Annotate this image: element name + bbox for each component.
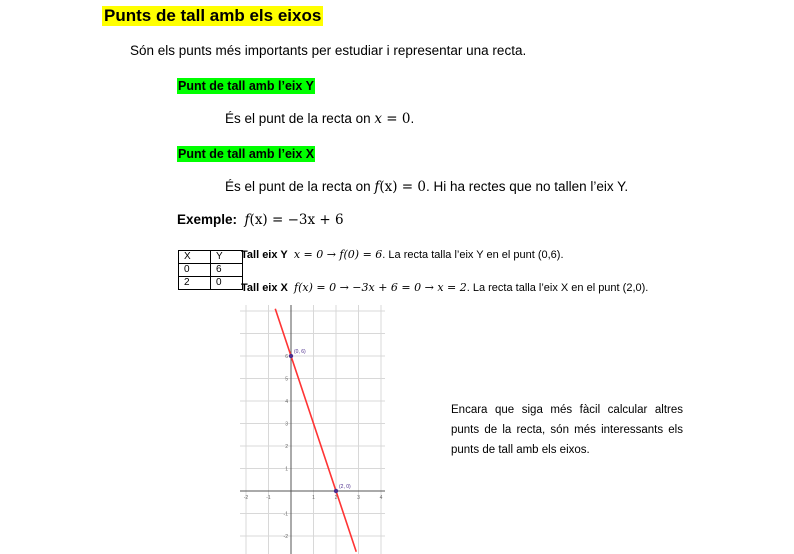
table-header: X (179, 251, 211, 264)
x-tick-label: -1 (266, 495, 271, 501)
example-rhs: = −3x + 6 (267, 212, 344, 228)
y-intercept-label: Tall eix Y (241, 249, 288, 261)
definition-y-intercept (225, 111, 414, 127)
table-cell: 2 (179, 277, 211, 290)
definition-text: És el punt de la recta on (225, 111, 375, 126)
definition-text: És el punt de la recta on (225, 179, 375, 194)
x-intercept-label: Tall eix X (241, 282, 288, 294)
intercept-point (334, 489, 338, 493)
y-tick-label: 3 (285, 421, 288, 428)
table-cell: 6 (211, 264, 243, 277)
table-header: Y (211, 251, 243, 264)
y-tick-label: 2 (285, 444, 288, 450)
math-argument: (x) (379, 179, 398, 195)
y-intercept-math: x = 0 → f(0) = 6 (293, 248, 383, 261)
x-intercept-text: . La recta talla l’eix X en el punt (2,0). (466, 282, 649, 294)
definition-x-intercept (225, 179, 628, 195)
intercept-point-label: (2, 0) (339, 484, 351, 490)
table-row (179, 264, 243, 277)
x-intercept-calc (241, 281, 648, 294)
math-equation: = 0 (381, 111, 411, 127)
y-tick-label: -1 (283, 511, 288, 518)
x-tick-label: 3 (357, 495, 360, 501)
intro-text: Són els punts més importants per estudiar i representar una recta. (130, 43, 527, 58)
intercept-point-label: (0, 6) (294, 349, 306, 355)
y-tick-label: 1 (285, 466, 288, 473)
example-argument: (x) (249, 212, 268, 228)
y-intercept-text: . La recta talla l’eix Y en el punt (0,6). (382, 249, 564, 261)
y-tick-label: 6 (285, 354, 288, 360)
table-cell: 0 (179, 264, 211, 277)
definition-end: . Hi ha rectes que no tallen l’eix Y. (425, 179, 629, 194)
y-intercept-calc (241, 248, 564, 261)
line-graph (240, 305, 385, 554)
note-text: Encara que siga més fàcil calcular altres punts de la recta, són més interessants els punts de tall amb els eixos. (451, 404, 683, 456)
x-tick-label: -2 (243, 495, 249, 501)
math-variable: x (374, 111, 382, 127)
x-tick-label: 1 (312, 495, 315, 501)
table-header-row (179, 251, 243, 264)
math-function: f (374, 179, 380, 195)
table-row (179, 277, 243, 290)
x-tick-label: 4 (379, 495, 383, 501)
example-function: f (244, 212, 250, 228)
definition-end: . (410, 111, 415, 126)
y-tick-label: 5 (285, 376, 288, 383)
page-title: Punts de tall amb els eixos (104, 6, 322, 25)
intercept-point (289, 354, 293, 358)
table-cell: 0 (211, 277, 243, 290)
x-tick-label: 2 (334, 495, 338, 501)
x-intercept-math: f(x) = 0 → −3x + 6 = 0 → x = 2 (294, 281, 467, 294)
values-table (178, 250, 243, 290)
example-label: Exemple: (177, 212, 238, 227)
math-equation: = 0 (397, 179, 426, 195)
heading-x-intercept: Punt de tall amb l’eix X (178, 147, 315, 161)
heading-y-intercept: Punt de tall amb l’eix Y (178, 79, 314, 93)
y-tick-label: 4 (285, 399, 288, 405)
example (177, 212, 344, 228)
y-tick-label: -2 (283, 534, 288, 540)
